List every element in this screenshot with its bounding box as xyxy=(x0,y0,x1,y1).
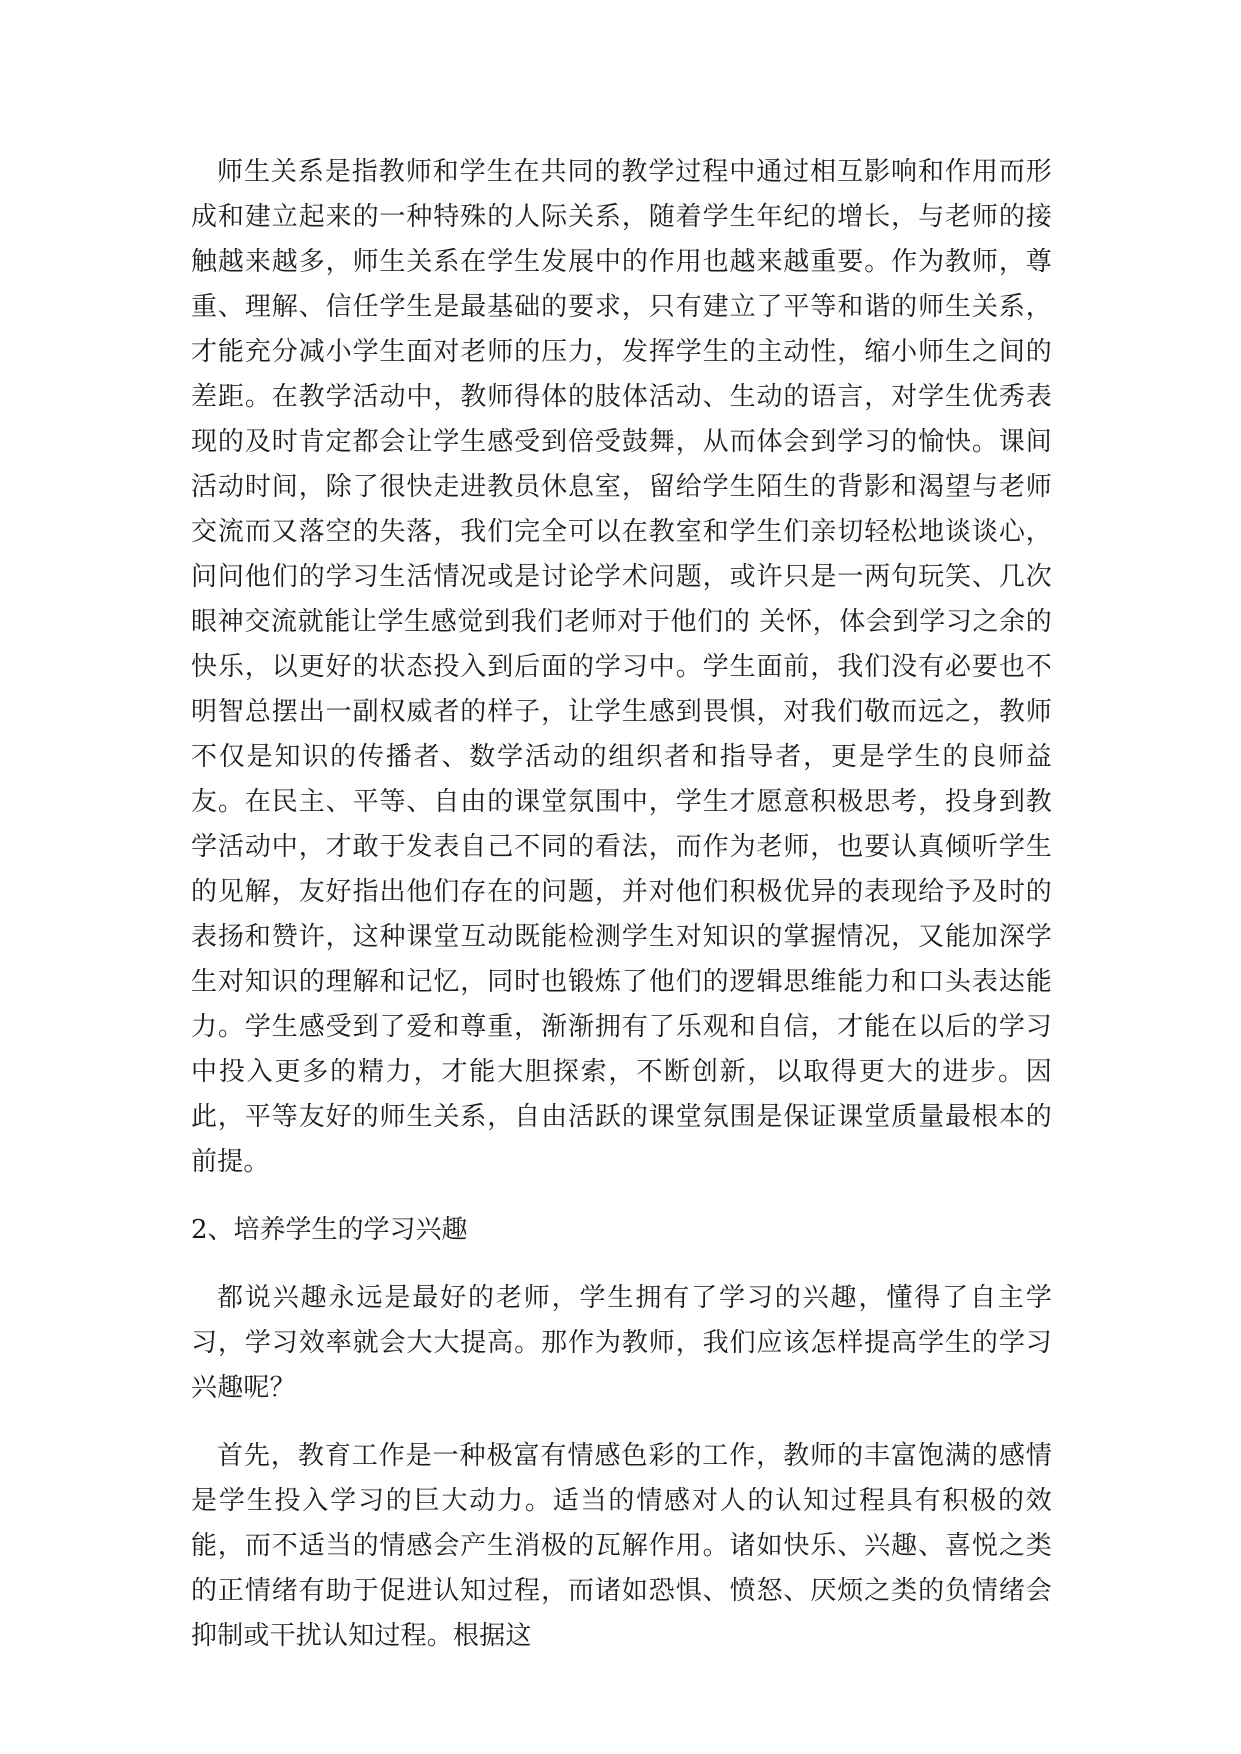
paragraph-emotion-education: 首先，教育工作是一种极富有情感色彩的工作，教师的丰富饱满的感情是学生投入学习的巨大动力。适当的情感对人的认知过程具有积极的效能，而不适当的情感会产生消极的瓦解作用。诸如快乐、兴趣、喜悦之类的正情绪有助于促进认知过程，而诸如恐惧、愤怒、厌烦之类的负情绪会抑制或干扰认知过程。根据这 xyxy=(191,1441,1052,1651)
paragraph-interest-teacher: 都说兴趣永远是最好的老师，学生拥有了学习的兴趣，懂得了自主学习，学习效率就会大大提高。那作为教师，我们应该怎样提高学生的学习兴趣呢？ xyxy=(191,1283,1052,1403)
section-heading: 2、培养学生的学习兴趣 xyxy=(191,1215,468,1245)
paragraph-teacher-student-relationship: 师生关系是指教师和学生在共同的教学过程中通过相互影响和作用而形成和建立起来的一种特殊的人际关系，随着学生年纪的增长，与老师的接触越来越多，师生关系在学生发展中的作用也越来越重要。作为教师，尊重、理解、信任学生是最基础的要求，只有建立了平等和谐的师生关系，才能充分减小学生面对老师的压力，发挥学生的主动性，缩小师生之间的差距。在教学活动中，教师得体的肢体活动、生动的语言，对学生优秀表现的及时肯定都会让学生感受到倍受鼓舞，从而体会到学习的愉快。课间活动时间，除了很快走进教员休息室，留给学生陌生的背影和渴望与老师交流而又落空的失落，我们完全可以在教室和学生们亲切轻松地谈谈心，问问他们的学习生活情况或是讨论学术问题，或许只是一两句玩笑、几次眼神交流就能让学生感觉到我们老师对于他们的 关怀，体会到学习之余的快乐，以更好的状态投入到后面的学习中。学生面前，我们没有必要也不明智总摆出一副权威者的样子，让学生感到畏惧，对我们敬而远之，教师不仅是知识的传播者、数学活动的组织者和指导者，更是学生的良师益友。在民主、平等、自由的课堂氛围中，学生才愿意积极思考，投身到教学活动中，才敢于发表自己不同的看法，而作为老师，也要认真倾听学生的见解，友好指出他们存在的问题，并对他们积极优异的表现给予及时的表扬和赞许，这种课堂互动既能检测学生对知识的掌握情况，又能加深学生对知识的理解和记忆，同时也锻炼了他们的逻辑思维能力和口头表达能力。学生感受到了爱和尊重，渐渐拥有了乐观和自信，才能在以后的学习中投入更多的精力，才能大胆探索，不断创新，以取得更大的进步。因此，平等友好的师生关系，自由活跃的课堂氛围是保证课堂质量最根本的前提。 xyxy=(191,157,1052,1177)
document-body xyxy=(191,150,1052,1682)
